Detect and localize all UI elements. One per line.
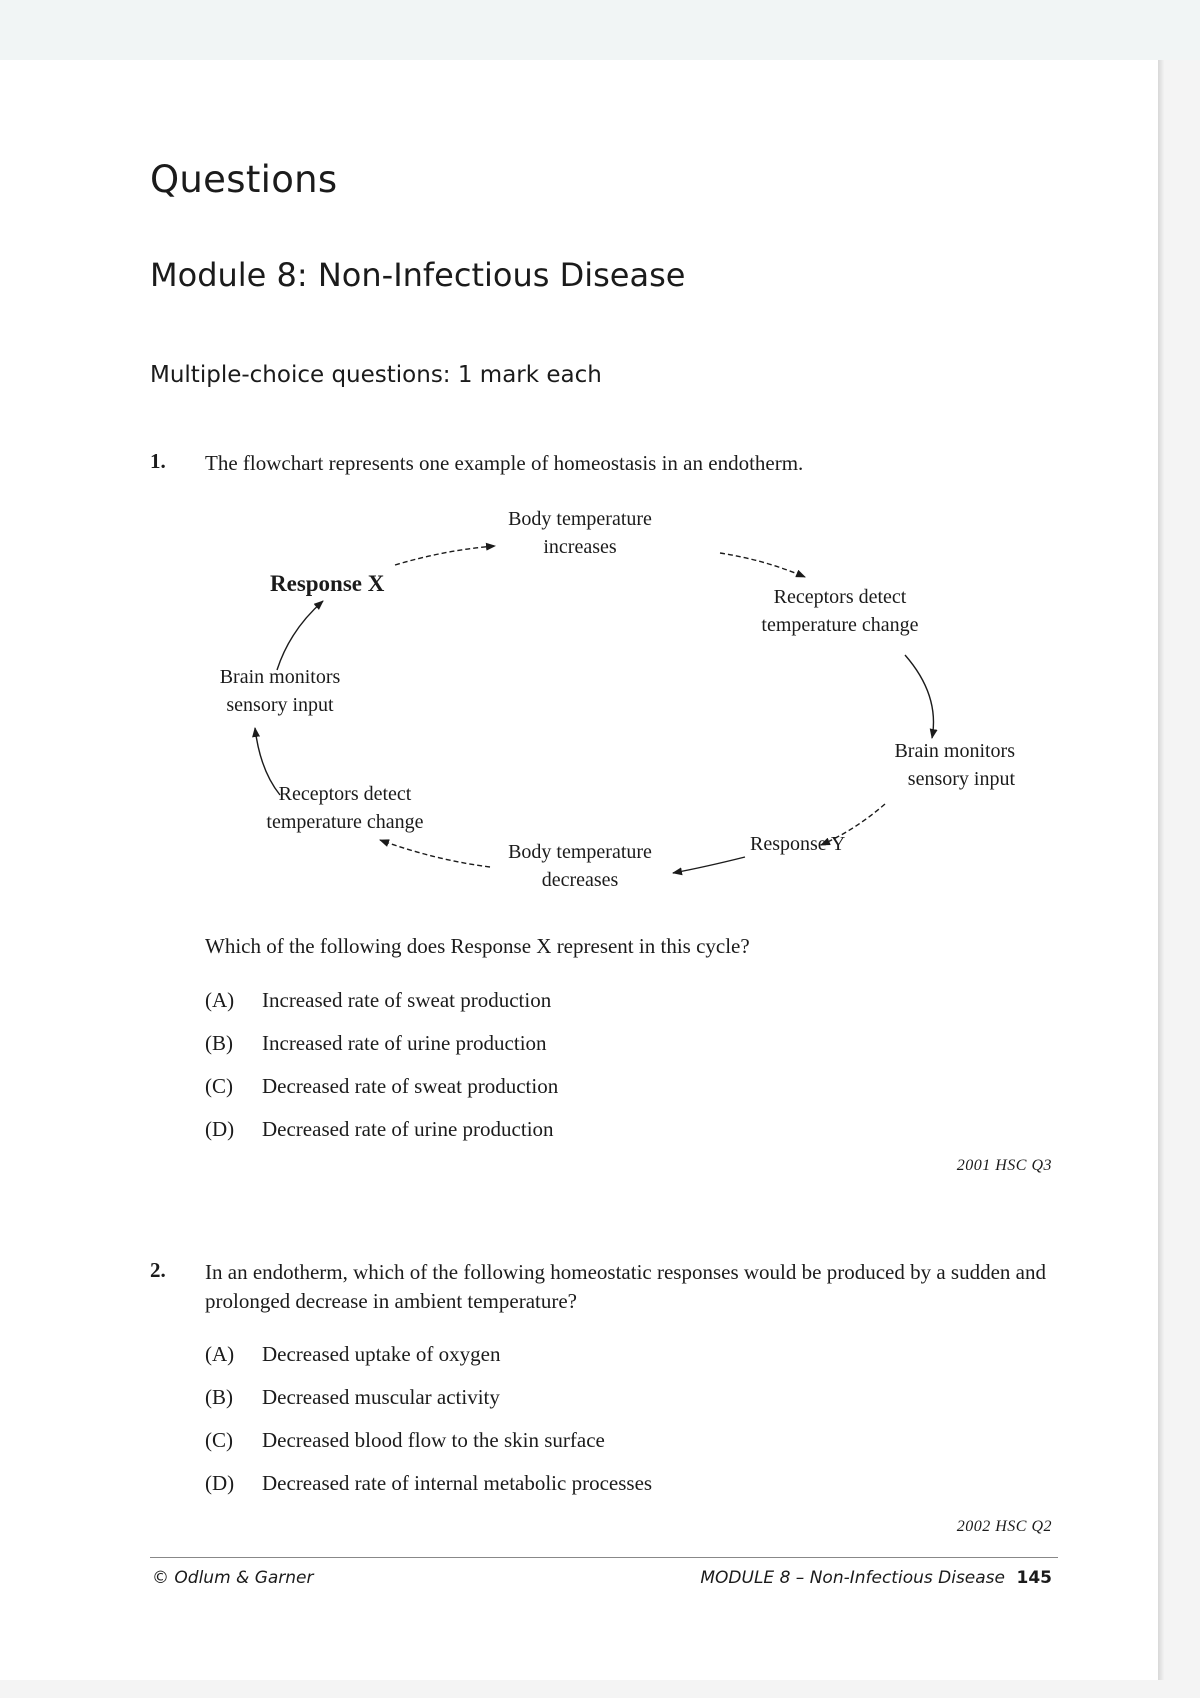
option-letter: (C)	[205, 1428, 233, 1452]
option-letter: (A)	[205, 988, 235, 1012]
page-edge-shadow	[1158, 60, 1164, 1680]
question-1-number: 1.	[150, 449, 166, 473]
option-letter: (B)	[205, 1031, 233, 1055]
question-1-text: The flowchart represents one example of homeostasis in an endotherm.	[205, 451, 804, 475]
question-1-source: 2001 HSC Q3	[956, 1157, 1052, 1174]
node-line: Body temperature	[508, 508, 652, 530]
option-text: Decreased blood flow to the skin surface	[262, 1428, 605, 1452]
arrow-response-y-to-body-temp-decreases	[673, 857, 745, 873]
arrow-body-temp-increases-to-receptors	[720, 553, 805, 577]
option-letter: (D)	[205, 1117, 235, 1141]
node-line: Body temperature	[508, 841, 652, 863]
node-line: Brain monitors	[219, 666, 341, 688]
node-receptors-right	[740, 583, 940, 639]
footer-copyright: © Odlum & Garner	[152, 1568, 314, 1588]
option-text: Decreased rate of urine production	[262, 1117, 554, 1141]
node-line: increases	[543, 536, 617, 558]
option-text: Increased rate of urine production	[262, 1031, 547, 1055]
node-response-x: Response X	[270, 571, 385, 596]
option-letter: (B)	[205, 1385, 233, 1409]
node-body-temp-decreases	[480, 838, 680, 894]
option-text: Decreased muscular activity	[262, 1385, 500, 1409]
arrow-receptors-to-brain-right	[905, 655, 933, 738]
node-response-y: Response Y	[750, 833, 846, 855]
node-body-temp-increases	[480, 505, 680, 561]
option-text: Decreased rate of internal metabolic processes	[262, 1471, 653, 1495]
node-line: temperature change	[761, 614, 919, 636]
question-2-text: In an endotherm, which of the following homeostatic responses would be produced by a sudden and prolonged decrease in ambient temperature?	[205, 1260, 1046, 1313]
page-heading: Questions	[150, 158, 338, 201]
node-line: sensory input	[226, 694, 334, 716]
option-letter: (A)	[205, 1342, 235, 1366]
node-line: Brain monitors	[894, 740, 1015, 762]
question-2-source: 2002 HSC Q2	[956, 1518, 1052, 1535]
footer-rule	[150, 1557, 1058, 1558]
arrow-brain-left-to-response-x	[277, 601, 323, 670]
node-receptors-left	[250, 780, 440, 836]
node-line: Receptors detect	[278, 783, 412, 805]
section-label: Multiple-choice questions: 1 mark each	[150, 362, 602, 388]
footer-page-number: 145	[1016, 1568, 1052, 1588]
node-brain-left	[195, 663, 365, 719]
node-line: decreases	[541, 869, 619, 891]
question-1-prompt: Which of the following does Response X represent in this cycle?	[205, 934, 750, 958]
node-line: Receptors detect	[773, 586, 907, 608]
question-2-number: 2.	[150, 1258, 166, 1282]
module-title: Module 8: Non-Infectious Disease	[150, 256, 686, 294]
homeostasis-flowchart	[195, 505, 1015, 905]
node-brain-right	[835, 737, 1015, 793]
option-text: Increased rate of sweat production	[262, 988, 552, 1012]
arrow-body-temp-decreases-to-receptors-left	[380, 840, 490, 867]
scan-top-band	[0, 0, 1200, 60]
option-text: Decreased uptake of oxygen	[262, 1342, 501, 1366]
option-letter: (D)	[205, 1471, 235, 1495]
node-line: temperature change	[266, 811, 424, 833]
node-line: sensory input	[907, 768, 1015, 790]
footer-module: MODULE 8 – Non-Infectious Disease	[700, 1568, 1005, 1588]
option-text: Decreased rate of sweat production	[262, 1074, 559, 1098]
option-letter: (C)	[205, 1074, 233, 1098]
